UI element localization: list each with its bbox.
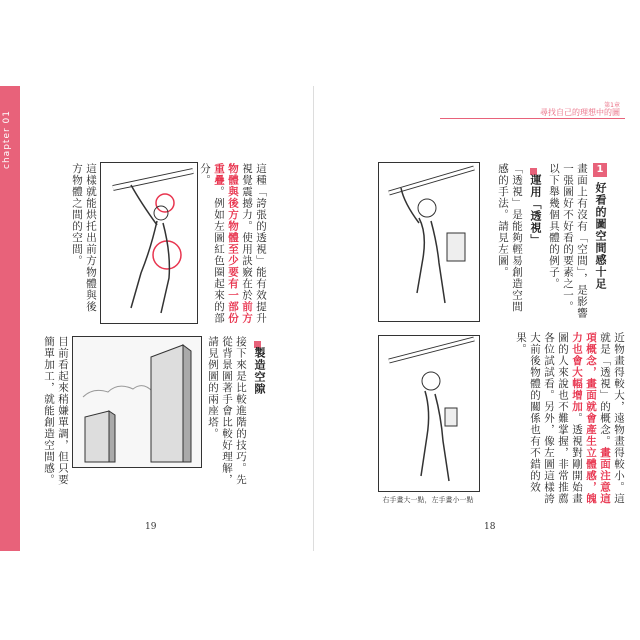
figure-panel-left	[100, 162, 198, 324]
two-towers-illustration	[73, 337, 201, 467]
right-para-3-a: 近物畫得較大，遠物畫得較小。這就是「透視」的概念。	[599, 332, 625, 505]
left-side-note: 這樣就能烘托出前方物體與後方物體之間的空間。	[71, 163, 97, 313]
left-para-1-highlight: 前方物體與後方物體至少要有一部份重疊	[213, 163, 253, 324]
left-para-1-b: 。例如左圖紅色圈起來的部分。	[199, 163, 225, 324]
left-para-1	[200, 163, 268, 328]
subhead-make-space: 製造空隙	[253, 347, 266, 395]
figure-caption: 右手畫大一點，左手畫小一點	[382, 496, 474, 504]
section-number-badge: 1	[593, 163, 607, 177]
right-para-3-highlight: 畫面注意這項概念，畫面就會產生立體感，魄力也會大幅增加	[571, 332, 611, 505]
left-para-2: 接下來是比較進階的技巧。先從背景圖著手會比較好理解，請見例圖的兩座塔。	[207, 336, 247, 486]
header-rule	[440, 118, 625, 119]
right-para-3-b: 。透視對剛開始畫圖的人來說也不難掌握，非常推薦各位試試看。另外，像左圖這樣誇大前後物體的關係也有不錯的效果。	[515, 332, 583, 505]
warrior-overlap-illustration	[101, 163, 197, 323]
section-title: 好看的圖空間感十足	[594, 182, 607, 290]
right-para-2: 「透視」是能夠輕易創造空間感的手法。請見左圖。	[497, 163, 523, 313]
left-para-1-a: 這種「誇張的透視」能有效提升視覺震撼力。使用訣竅在於	[241, 163, 267, 324]
warrior-illustration-bottom	[379, 336, 479, 491]
right-para-1: 畫面上有沒有「空間」，是影響一張圖好不好看的要素之一。以下舉幾個具體的例子。	[548, 163, 588, 319]
chapter-tab-label: chapter 01	[2, 110, 12, 169]
left-para-3: 目前看起來稍嫌單調，但只要簡單加工，就能創造空間感。	[43, 336, 69, 486]
figure-panel-top	[378, 162, 480, 322]
warrior-illustration-top	[379, 163, 479, 321]
subhead-perspective: 運用「透視」	[529, 174, 542, 246]
page-number-right: 18	[484, 522, 496, 532]
header-chapter-title: 尋找自己的理想中的圖	[540, 108, 620, 117]
figure-panel-towers	[72, 336, 202, 468]
right-para-3	[500, 332, 626, 512]
header-chapter-number: 第1章	[604, 102, 620, 109]
figure-panel-bottom	[378, 335, 480, 492]
page-number-left: 19	[145, 522, 157, 532]
